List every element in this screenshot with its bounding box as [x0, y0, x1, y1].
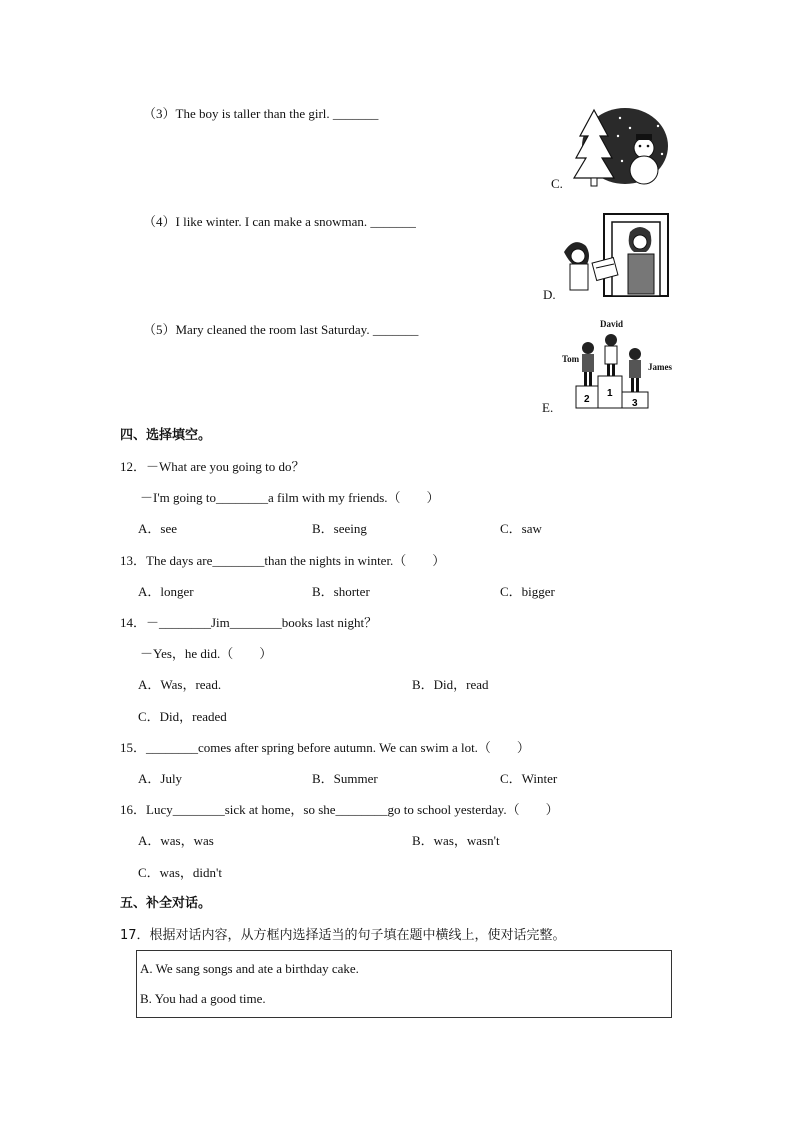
- matching-item-5: （5）Mary cleaned the room last Saturday. _______: [143, 322, 419, 337]
- snowman-tree-icon: [570, 106, 670, 188]
- q13-option-c[interactable]: C．bigger: [500, 584, 555, 599]
- q12-stem: 12．－What are you going to do？: [120, 459, 305, 474]
- choice-a: A. We sang songs and ate a birthday cake.: [140, 961, 359, 976]
- q14-option-c[interactable]: C．Did，readed: [138, 709, 227, 724]
- picture-label-d: D.: [543, 287, 556, 302]
- q16-option-c[interactable]: C．was，didn't: [138, 865, 222, 880]
- q14-option-a[interactable]: A．Was，read.: [138, 677, 222, 692]
- q16-stem: 16．Lucy________sick at home，so she________go to school yesterday.（ ）: [120, 802, 559, 817]
- q16-option-a[interactable]: A．was，was: [138, 833, 214, 848]
- podium-name-tom: Tom: [562, 354, 580, 364]
- q12-stem2: －I'm going to________a film with my friends.（ ）: [140, 490, 440, 505]
- q13-option-a[interactable]: A．longer: [138, 584, 194, 599]
- section-5-title: 五、补全对话。: [120, 896, 212, 911]
- q13-option-b[interactable]: B．shorter: [312, 584, 370, 599]
- podium-place-2: 2: [584, 394, 590, 405]
- podium-name-david: David: [600, 319, 624, 329]
- section-4-title: 四、选择填空。: [120, 428, 212, 443]
- choice-b: B. You had a good time.: [140, 991, 266, 1006]
- q15-option-c[interactable]: C．Winter: [500, 771, 558, 786]
- podium-name-james: James: [648, 362, 672, 372]
- podium-kids-icon: [560, 316, 675, 412]
- podium-place-3: 3: [632, 398, 638, 409]
- q15-option-a[interactable]: A．July: [138, 771, 183, 786]
- q12-option-c[interactable]: C．saw: [500, 521, 542, 536]
- picture-label-e: E.: [542, 400, 554, 415]
- q12-option-a[interactable]: A．see: [138, 521, 177, 536]
- podium-place-1: 1: [607, 388, 613, 399]
- q14-stem: 14．－________Jim________books last night？: [120, 615, 378, 630]
- sentence-choice-box: [136, 950, 672, 1018]
- q15-option-b[interactable]: B．Summer: [312, 771, 378, 786]
- q16-option-b[interactable]: B．was，wasn't: [412, 833, 500, 848]
- q14-option-b[interactable]: B．Did，read: [412, 677, 489, 692]
- q15-stem: 15．________comes after spring before autumn. We can swim a lot.（ ）: [120, 740, 530, 755]
- q12-option-b[interactable]: B．seeing: [312, 521, 367, 536]
- matching-item-4: （4）I like winter. I can make a snowman. _______: [143, 214, 416, 229]
- q13-stem: 13．The days are________than the nights in winter.（ ）: [120, 553, 446, 568]
- gift-door-icon: [560, 212, 672, 298]
- q14-stem2: －Yes，he did.（ ）: [140, 646, 273, 661]
- q17-instruction: 17．根据对话内容，从方框内选择适当的句子填在题中横线上，使对话完整。: [120, 928, 566, 943]
- picture-label-c: C.: [551, 176, 563, 191]
- matching-item-3: （3）The boy is taller than the girl. _______: [143, 106, 379, 121]
